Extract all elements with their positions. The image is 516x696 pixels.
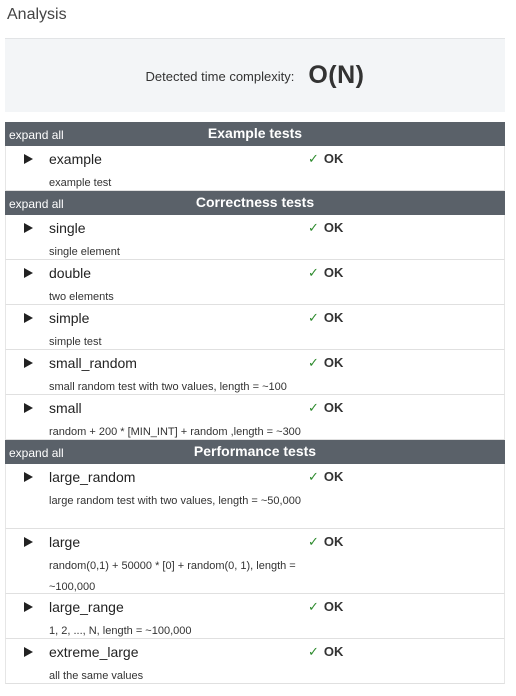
check-icon: ✓	[308, 265, 319, 280]
test-row[interactable]	[5, 146, 505, 191]
page-title: Analysis	[7, 6, 67, 23]
test-description: all the same values	[49, 670, 144, 682]
check-icon: ✓	[308, 220, 319, 235]
test-results	[5, 122, 505, 684]
check-icon: ✓	[308, 400, 319, 415]
expand-all-link[interactable]: expand all	[9, 128, 64, 142]
test-description: random(0,1) + 50000 * [0] + random(0, 1), length = ~100,000	[49, 560, 296, 593]
test-status: ✓ OK	[308, 469, 344, 484]
test-name: small_random	[49, 355, 137, 371]
triangle-right-icon[interactable]	[24, 647, 33, 657]
triangle-right-icon[interactable]	[24, 537, 33, 547]
section-header-correctness	[5, 191, 505, 215]
check-icon: ✓	[308, 151, 319, 166]
check-icon: ✓	[308, 355, 319, 370]
test-name: large	[49, 534, 81, 550]
test-description: random + 200 * [MIN_INT] + random ,length = ~300	[49, 426, 301, 438]
test-row[interactable]	[5, 215, 505, 260]
triangle-right-icon[interactable]	[24, 268, 33, 278]
check-icon: ✓	[308, 599, 319, 614]
triangle-right-icon[interactable]	[24, 358, 33, 368]
check-icon: ✓	[308, 310, 319, 325]
test-name: large_range	[49, 599, 124, 615]
test-description: large random test with two values, length = ~50,000	[49, 495, 301, 507]
section-title: Correctness tests	[195, 194, 315, 210]
complexity-label: Detected time complexity:	[145, 69, 295, 84]
test-name: simple	[49, 310, 90, 326]
section-title: Example tests	[207, 125, 303, 141]
check-icon: ✓	[308, 644, 319, 659]
test-name: example	[49, 151, 102, 167]
section-header-example	[5, 122, 505, 146]
triangle-right-icon[interactable]	[24, 154, 33, 164]
test-name: small	[49, 400, 82, 416]
triangle-right-icon[interactable]	[24, 313, 33, 323]
expand-all-link[interactable]: expand all	[9, 197, 64, 211]
check-icon: ✓	[308, 469, 319, 484]
test-description: two elements	[49, 291, 114, 303]
triangle-right-icon[interactable]	[24, 403, 33, 413]
test-description: small random test with two values, length = ~100	[49, 381, 287, 393]
test-status: ✓ OK	[308, 220, 344, 235]
triangle-right-icon[interactable]	[24, 223, 33, 233]
test-status: ✓ OK	[308, 355, 344, 370]
test-status: ✓ OK	[308, 534, 344, 549]
test-status: ✓ OK	[308, 151, 344, 166]
triangle-right-icon[interactable]	[24, 602, 33, 612]
test-description: single element	[49, 246, 120, 258]
check-icon: ✓	[308, 534, 319, 549]
test-status: ✓ OK	[308, 599, 344, 614]
test-row[interactable]	[5, 464, 505, 529]
section-title: Performance tests	[193, 443, 317, 459]
test-status: ✓ OK	[308, 265, 344, 280]
test-row[interactable]	[5, 639, 505, 684]
test-status: ✓ OK	[308, 644, 344, 659]
triangle-right-icon[interactable]	[24, 472, 33, 482]
test-row[interactable]	[5, 594, 505, 639]
test-status: ✓ OK	[308, 310, 344, 325]
test-row[interactable]	[5, 529, 505, 594]
test-row[interactable]	[5, 395, 505, 440]
section-header-performance	[5, 440, 505, 464]
test-description: example test	[49, 177, 112, 189]
complexity-value: O(N)	[308, 61, 365, 89]
test-row[interactable]	[5, 305, 505, 350]
test-name: single	[49, 220, 86, 236]
test-description: simple test	[49, 336, 102, 348]
complexity-panel	[5, 38, 505, 112]
test-status: ✓ OK	[308, 400, 344, 415]
test-row[interactable]	[5, 260, 505, 305]
test-name: large_random	[49, 469, 136, 485]
test-name: extreme_large	[49, 644, 139, 660]
test-description: 1, 2, ..., N, length = ~100,000	[49, 625, 192, 637]
test-name: double	[49, 265, 92, 281]
expand-all-link[interactable]: expand all	[9, 446, 64, 460]
test-row[interactable]	[5, 350, 505, 395]
